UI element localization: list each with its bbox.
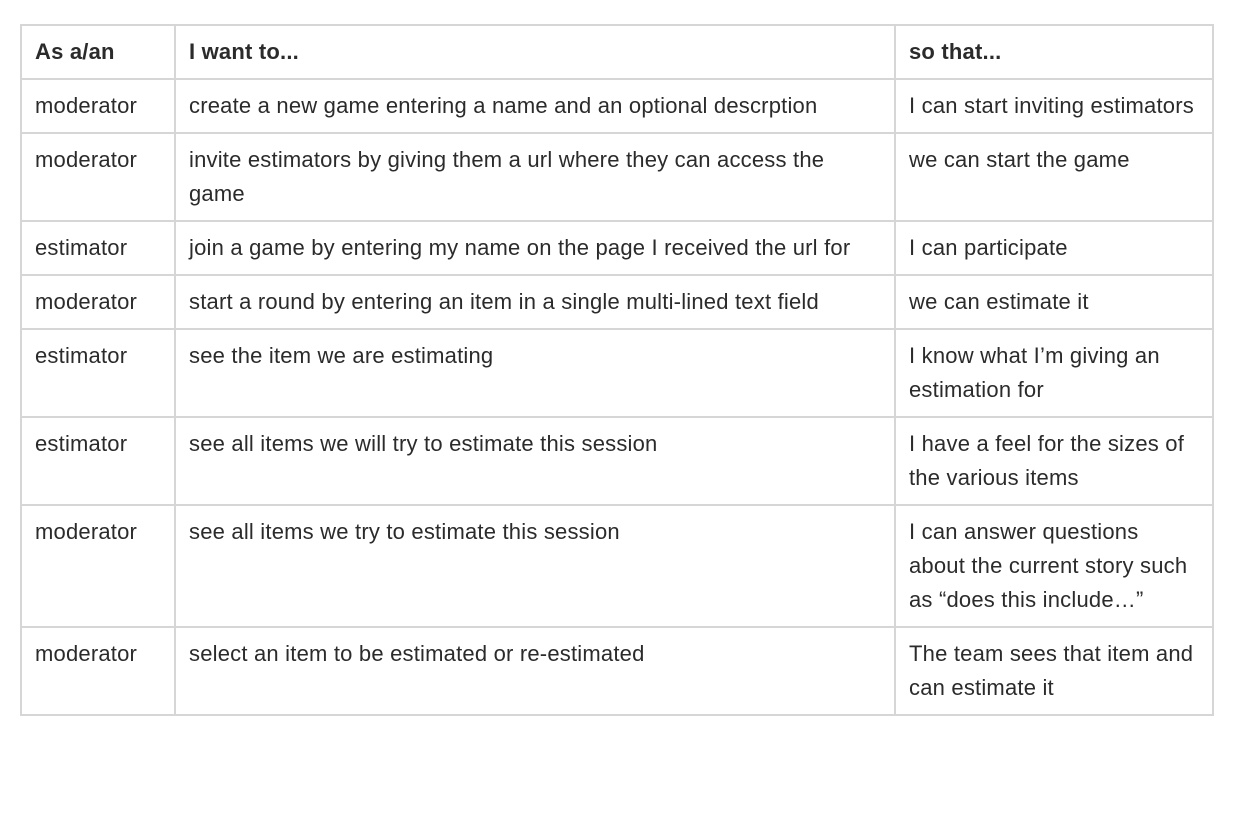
cell-role: moderator — [21, 133, 175, 221]
cell-so-that: we can start the game — [895, 133, 1213, 221]
header-so-that: so that... — [895, 25, 1213, 79]
cell-role: moderator — [21, 505, 175, 627]
cell-role: moderator — [21, 627, 175, 715]
table-row — [21, 627, 1213, 715]
cell-want: invite estimators by giving them a url where they can access the game — [175, 133, 895, 221]
cell-want: see all items we will try to estimate this session — [175, 417, 895, 505]
cell-so-that: I can answer questions about the current story such as “does this include…” — [895, 505, 1213, 627]
table-row — [21, 79, 1213, 133]
cell-want: select an item to be estimated or re-estimated — [175, 627, 895, 715]
cell-so-that: we can estimate it — [895, 275, 1213, 329]
table-row — [21, 505, 1213, 627]
cell-role: estimator — [21, 221, 175, 275]
header-role: As a/an — [21, 25, 175, 79]
cell-role: moderator — [21, 275, 175, 329]
cell-want: join a game by entering my name on the page I received the url for — [175, 221, 895, 275]
user-stories-table — [20, 24, 1214, 716]
user-stories-table-container — [20, 24, 1212, 716]
cell-so-that: I can participate — [895, 221, 1213, 275]
header-row — [21, 25, 1213, 79]
table-row — [21, 275, 1213, 329]
cell-so-that: I can start inviting estimators — [895, 79, 1213, 133]
cell-want: see the item we are estimating — [175, 329, 895, 417]
header-want: I want to... — [175, 25, 895, 79]
table-row — [21, 221, 1213, 275]
cell-so-that: I have a feel for the sizes of the various items — [895, 417, 1213, 505]
cell-so-that: The team sees that item and can estimate it — [895, 627, 1213, 715]
cell-want: start a round by entering an item in a single multi-lined text field — [175, 275, 895, 329]
table-row — [21, 417, 1213, 505]
cell-want: see all items we try to estimate this session — [175, 505, 895, 627]
table-row — [21, 329, 1213, 417]
cell-role: estimator — [21, 417, 175, 505]
cell-want: create a new game entering a name and an optional descrption — [175, 79, 895, 133]
cell-role: estimator — [21, 329, 175, 417]
cell-so-that: I know what I’m giving an estimation for — [895, 329, 1213, 417]
cell-role: moderator — [21, 79, 175, 133]
table-row — [21, 133, 1213, 221]
